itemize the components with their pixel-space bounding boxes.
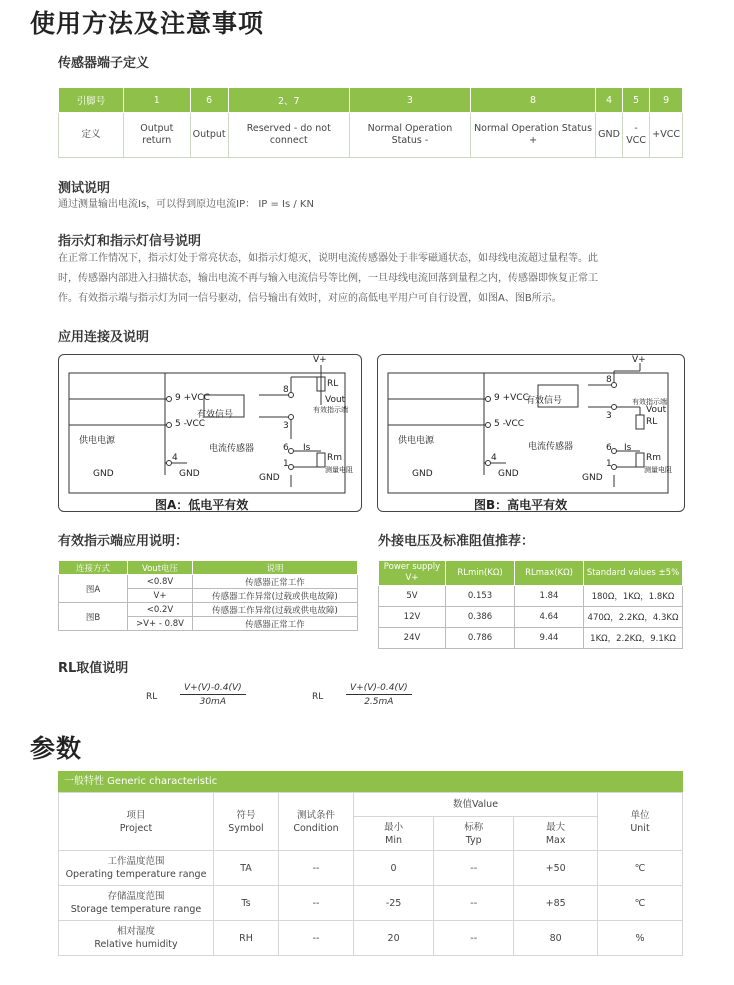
vplus-label: V+ [313, 355, 327, 365]
resist-cell: 5V [379, 586, 446, 607]
resist-cell: 180Ω，1KΩ，1.8KΩ [584, 586, 683, 607]
param-unit: % [598, 921, 683, 956]
valid-table-heading: 有效指示端应用说明： [58, 534, 189, 549]
param-name-en: Relative humidity [94, 939, 178, 950]
param-name [59, 921, 214, 956]
resist-cell: 1KΩ，2.2KΩ，9.1KΩ [584, 628, 683, 649]
rl-formula1-denominator: 30mA [199, 697, 226, 707]
table-row [59, 851, 683, 886]
terminal-cell: -VCC [622, 113, 649, 158]
pin9-label: 9 +VCC [494, 393, 529, 403]
diagram-b-caption: 图B：高电平有效 [474, 498, 568, 512]
terminal-cell: Normal Operation Status - [349, 113, 470, 158]
resist-cell: 0.386 [446, 607, 515, 628]
param-cond: -- [279, 851, 354, 886]
param-symbol: TA [214, 851, 279, 886]
pin4-label: 4 [491, 453, 497, 463]
rl-formula2-denominator: 2.5mA [364, 697, 394, 707]
resist-cell: 4.64 [515, 607, 584, 628]
header-unit [598, 793, 683, 851]
supply-label: 供电电源 [398, 436, 435, 446]
terminal-header-cell: 5 [622, 88, 649, 113]
pin6-label: 6 [283, 443, 289, 453]
rm-desc-label: 测量电阻 [644, 466, 672, 474]
terminal-cell: +VCC [650, 113, 683, 158]
rm-label: Rm [327, 453, 343, 463]
rl-formula1-numerator: V+(V)-0.4(V) [180, 683, 246, 695]
indicator-line: 作。有效指示端与指示灯为同一信号驱动，信号输出有效时，对应的高低电平用户可自行设置，如图A、图B所示。 [58, 293, 562, 304]
header-typ [434, 817, 514, 851]
rl-formula2-numerator: V+(V)-0.4(V) [346, 683, 412, 695]
is-label: Is [303, 443, 311, 453]
terminal-header-cell: 9 [650, 88, 683, 113]
resist-table-heading: 外接电压及标准阻值推荐： [378, 534, 535, 549]
terminal-cell: Output [190, 113, 228, 158]
header-value: 数值Value [354, 793, 598, 817]
test-text: 通过测量输出电流Is，可以得到原边电流IP： IP = Is / KN [58, 199, 314, 210]
rl-formula1 [180, 683, 246, 707]
param-name-cn: 工作温度范围 [107, 856, 165, 867]
supply-label: 供电电源 [79, 436, 116, 446]
pin1-label: 1 [606, 459, 612, 469]
valid-cell: 传感器正常工作 [193, 617, 358, 631]
resist-cell: 12V [379, 607, 446, 628]
rl-label: RL [646, 417, 658, 427]
resist-table [378, 560, 683, 649]
valid-header-cell: 说明 [193, 561, 358, 575]
param-symbol: RH [214, 921, 279, 956]
terminal-cell: GND [596, 113, 623, 158]
header-cond-cn: 测试条件 [296, 809, 335, 821]
param-name-en: Operating temperature range [65, 869, 207, 880]
rm-label: Rm [646, 453, 662, 463]
vout-label: Vout [646, 405, 667, 415]
resist-header-cell: Standard values ±5% [584, 561, 683, 586]
param-max: +85 [514, 886, 598, 921]
indicator-paragraph [58, 249, 688, 309]
resist-cell: 24V [379, 628, 446, 649]
pin5-label: 5 -VCC [175, 419, 206, 429]
diagram-a [58, 354, 362, 512]
resist-cell: 9.44 [515, 628, 584, 649]
param-cond: -- [279, 921, 354, 956]
pin3-label: 3 [606, 411, 612, 421]
param-typ: -- [434, 921, 514, 956]
header-max-en: Max [545, 834, 566, 846]
terminal-heading: 传感器端子定义 [58, 56, 150, 71]
valid-cell: <0.8V [128, 575, 193, 589]
terminal-cell: Reserved - do not connect [228, 113, 349, 158]
header-typ-en: Typ [465, 834, 482, 846]
param-typ: -- [434, 851, 514, 886]
terminal-header-cell: 2、7 [228, 88, 349, 113]
terminal-header-cell: 6 [190, 88, 228, 113]
pin4-label: 4 [172, 453, 178, 463]
terminal-header-cell: 3 [349, 88, 470, 113]
header-condition [279, 793, 354, 851]
header-min [354, 817, 434, 851]
params-table [58, 792, 683, 956]
param-min: 20 [354, 921, 434, 956]
pin6-label: 6 [606, 443, 612, 453]
header-item-cn: 项目 [126, 809, 146, 821]
param-name-en: Storage temperature range [70, 904, 202, 915]
pin8-label: 8 [606, 375, 612, 385]
gnd-label: GND [412, 469, 433, 479]
header-item-en: Project [119, 822, 153, 834]
terminal-table [58, 87, 683, 158]
terminal-header-cell: 4 [596, 88, 623, 113]
vplus-label: V+ [632, 355, 646, 365]
header-max-cn: 最大 [546, 821, 566, 833]
header-max [514, 817, 598, 851]
gnd-label: GND [93, 469, 114, 479]
table-row [59, 921, 683, 956]
gnd-label: GND [582, 473, 603, 483]
param-max: +50 [514, 851, 598, 886]
valid-signal-label: 有效信号 [526, 396, 563, 406]
header-typ-cn: 标称 [464, 821, 484, 833]
resist-header-cell: Power supply V+ [379, 561, 446, 586]
params-heading: 参数 [30, 734, 83, 763]
resist-header-cell: RLmin(KΩ) [446, 561, 515, 586]
terminal-header-cell: 8 [470, 88, 595, 113]
valid-cell: 传感器工作异常(过载或供电故障) [193, 603, 358, 617]
terminal-cell: Output return [124, 113, 191, 158]
header-min-en: Min [385, 834, 402, 846]
is-label: Is [624, 443, 632, 453]
valid-header-cell: Vout电压 [128, 561, 193, 575]
pin8-label: 8 [283, 385, 289, 395]
diagram-b [377, 354, 685, 512]
param-name [59, 851, 214, 886]
table-row [59, 886, 683, 921]
param-name [59, 886, 214, 921]
header-symbol [214, 793, 279, 851]
pin5-label: 5 -VCC [494, 419, 525, 429]
params-banner: 一般特性 Generic characteristic [58, 771, 683, 792]
gnd-label: GND [179, 469, 200, 479]
param-name-cn: 存储温度范围 [107, 891, 165, 902]
param-name-cn: 相对湿度 [116, 926, 155, 937]
app-heading: 应用连接及说明 [58, 330, 150, 345]
sensor-label: 电流传感器 [209, 444, 255, 454]
param-min: -25 [354, 886, 434, 921]
valid-cell: V+ [128, 589, 193, 603]
resist-cell: 1.84 [515, 586, 584, 607]
param-unit: ℃ [598, 851, 683, 886]
rl-formula1-label: RL [146, 692, 158, 702]
indicator-heading: 指示灯和指示灯信号说明 [58, 234, 202, 249]
indicator-line: 在正常工作情况下，指示灯处于常亮状态，如指示灯熄灭，说明电流传感器处于非零磁通状态，如母线电流超过量程等。此 [58, 253, 598, 264]
header-unit-en: Unit [630, 822, 650, 834]
resist-cell: 0.786 [446, 628, 515, 649]
pin9-label: 9 +VCC [175, 393, 210, 403]
rm-desc-label: 测量电阻 [325, 466, 353, 474]
valid-table [58, 560, 358, 631]
vout-label: Vout [325, 395, 346, 405]
param-unit: ℃ [598, 886, 683, 921]
valid-cell: 图A [59, 575, 128, 603]
param-symbol: Ts [214, 886, 279, 921]
pin1-label: 1 [283, 459, 289, 469]
valid-signal-label: 有效信号 [197, 410, 234, 420]
valid-cell: <0.2V [128, 603, 193, 617]
terminal-header-cell: 引脚号 [59, 88, 124, 113]
rl-formula2 [346, 683, 412, 707]
resist-cell: 0.153 [446, 586, 515, 607]
param-cond: -- [279, 886, 354, 921]
indicator-terminal-label: 有效指示端 [313, 406, 348, 414]
rl-label: RL [327, 379, 339, 389]
indicator-terminal-label: 有效指示端 [632, 398, 667, 406]
rl-formula2-label: RL [312, 692, 324, 702]
param-max: 80 [514, 921, 598, 956]
header-symbol-en: Symbol [228, 822, 264, 834]
header-symbol-cn: 符号 [236, 809, 256, 821]
rl-heading: RL取值说明 [58, 661, 129, 676]
valid-header-cell: 连接方式 [59, 561, 128, 575]
resist-cell: 470Ω，2.2KΩ，4.3KΩ [584, 607, 683, 628]
page-title: 使用方法及注意事项 [30, 9, 265, 38]
terminal-cell: Normal Operation Status + [470, 113, 595, 158]
sensor-label: 电流传感器 [528, 442, 574, 452]
valid-cell: 传感器工作异常(过载或供电故障) [193, 589, 358, 603]
test-heading: 测试说明 [58, 181, 111, 196]
header-unit-cn: 单位 [630, 809, 650, 821]
diagram-a-caption: 图A：低电平有效 [155, 498, 249, 512]
pin3-label: 3 [283, 421, 289, 431]
valid-cell: 传感器正常工作 [193, 575, 358, 589]
header-item [59, 793, 214, 851]
resist-header-cell: RLmax(KΩ) [515, 561, 584, 586]
indicator-line: 时，传感器内部进入扫描状态，输出电流不再与输入电流信号等比例，一旦母线电流回落到量程之内，传感器即恢复正常工 [58, 273, 598, 284]
valid-cell: 图B [59, 603, 128, 631]
header-min-cn: 最小 [384, 821, 404, 833]
terminal-cell: 定义 [59, 113, 124, 158]
terminal-header-cell: 1 [124, 88, 191, 113]
param-typ: -- [434, 886, 514, 921]
valid-cell: >V+ - 0.8V [128, 617, 193, 631]
param-min: 0 [354, 851, 434, 886]
gnd-label: GND [498, 469, 519, 479]
gnd-label: GND [259, 473, 280, 483]
header-cond-en: Condition [293, 822, 339, 834]
